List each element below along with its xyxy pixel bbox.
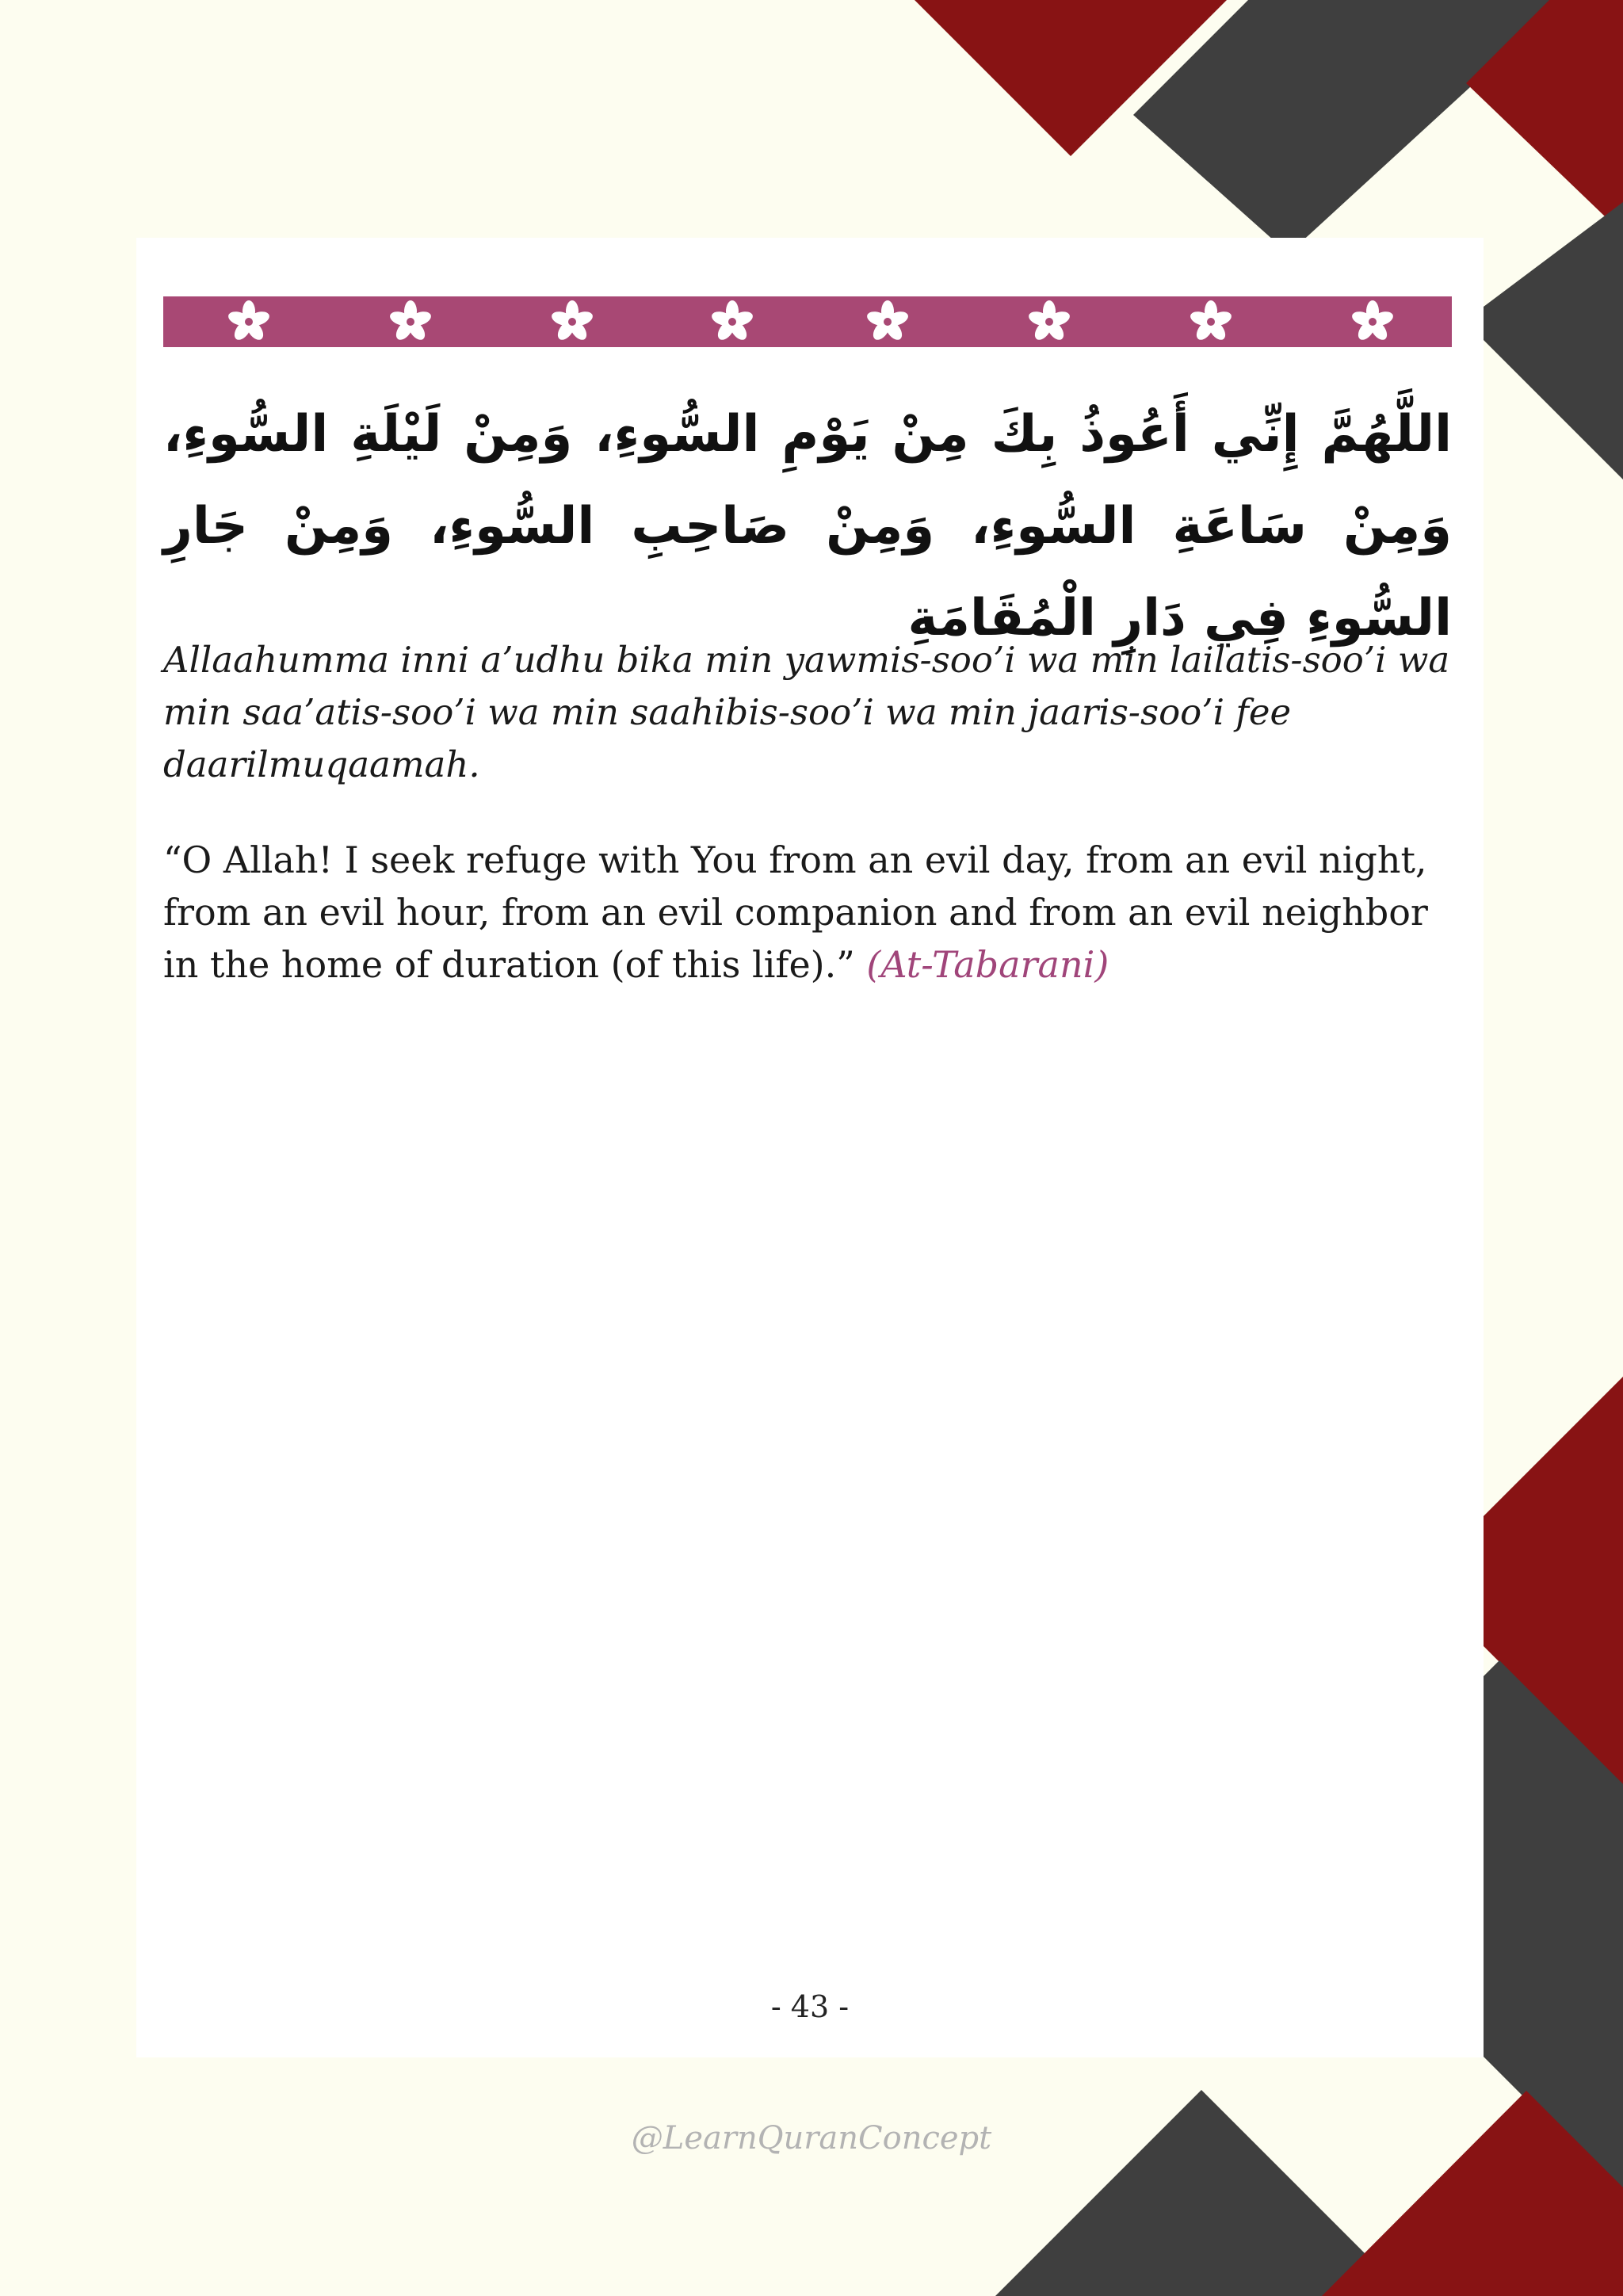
source-reference — [866, 943, 1109, 986]
translation-text: “O Allah! I seek refuge with You from an evil day, from an evil night, from an evil hour, from an evil companion and from an evil neighbor in the home of duration (of this life).” — [163, 839, 1428, 986]
white-flower-icon — [707, 296, 758, 347]
source-name: At-Tabarani — [880, 943, 1095, 986]
translation-paragraph — [163, 834, 1463, 991]
page-card — [136, 238, 1484, 2057]
white-flower-icon — [385, 296, 436, 347]
white-flower-icon — [862, 296, 913, 347]
arabic-dua-text: اللَّهُمَّ إِنِّي أَعُوذُ بِكَ مِنْ يَوْمِ السُّوءِ، وَمِنْ لَيْلَةِ السُّوءِ، وَمِنْ سَاعَةِ السُّوءِ، وَمِنْ صَاحِبِ السُّوءِ، وَمِنْ جَارِ السُّوءِ فِي دَارِ الْمُقَامَةِ — [163, 405, 1452, 648]
right-gray-triangle — [1465, 202, 1623, 479]
source-close-paren: ) — [1094, 943, 1109, 986]
white-flower-icon — [1347, 296, 1398, 347]
white-flower-icon — [1186, 296, 1236, 347]
source-open-paren: ( — [866, 943, 881, 986]
white-flower-icon — [547, 296, 598, 347]
page-number: - 43 - — [770, 1989, 850, 2024]
white-flower-icon — [1024, 296, 1075, 347]
white-flower-icon — [223, 296, 274, 347]
transliteration-text: Allaahumma inni a’udhu bika min yawmis-soo’i wa min lailatis-soo’i wa min saa’atis-soo’i wa min saahibis-soo’i wa min jaaris-soo’i fee daarilmuqaamah. — [163, 639, 1450, 785]
top-gray-triangle — [1133, 0, 1565, 254]
watermark-signature: @LearnQuranConcept — [631, 2120, 992, 2157]
decorative-flower-banner — [163, 296, 1452, 347]
